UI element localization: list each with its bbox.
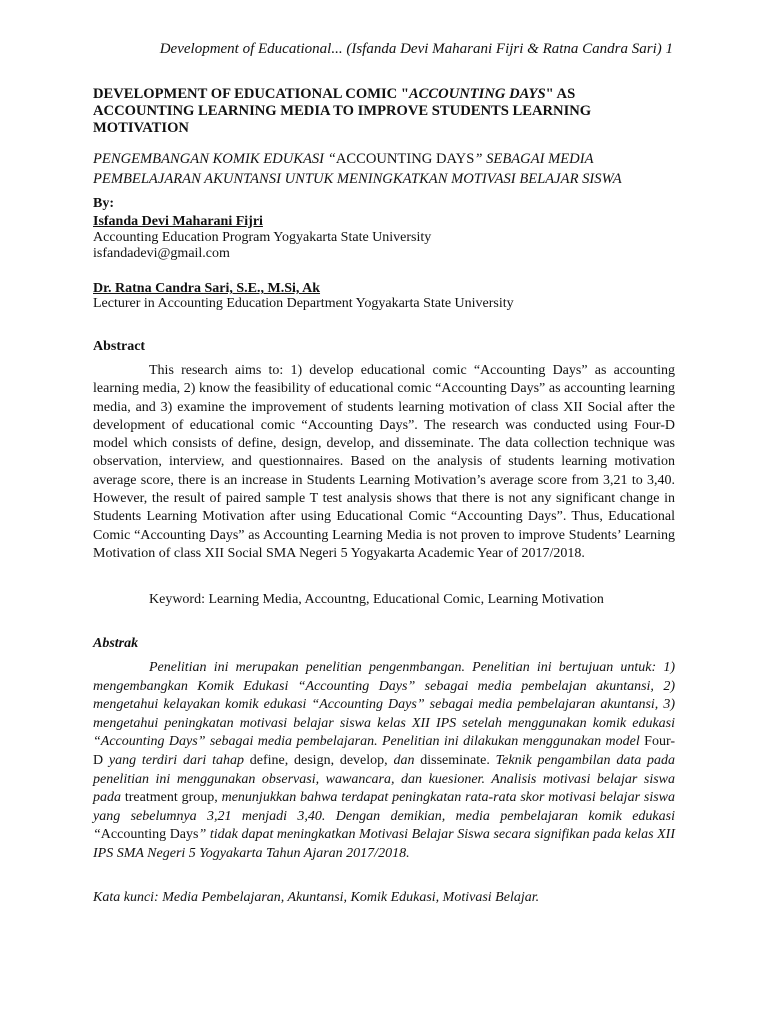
title-highlight: ACCOUNTING DAYS bbox=[408, 86, 546, 102]
author-2-affiliation: Lecturer in Accounting Education Department Yogyakarta State University bbox=[93, 296, 514, 311]
abstrak-seg-11: ” tidak dapat meningkatkan Motivasi Belajar Siswa secara signifikan pada kelas XII IPS SMA Negeri 5 Yogyakarta Tahun Ajaran 2017/2018. bbox=[93, 827, 675, 861]
abstrak-seg-6: disseminate. bbox=[420, 752, 490, 768]
abstrak-seg-7: Teknik pengambilan data pada penelitian ini menggunakan observasi, wawancara, dan kuesioner. Analisis motivasi belajar siswa pada bbox=[93, 752, 676, 806]
subtitle-upright: ACCOUNTING DAYS bbox=[335, 151, 475, 167]
abstrak-seg-8: treatment group, bbox=[124, 790, 218, 806]
abstrak-seg-2: Four-D bbox=[93, 734, 675, 768]
abstrak-body bbox=[93, 659, 675, 864]
author-1-affiliation: Accounting Education Program Yogyakarta State University bbox=[93, 230, 432, 245]
author-1 bbox=[93, 212, 675, 230]
abstract-keywords: Keyword: Learning Media, Accountng, Educational Comic, Learning Motivation bbox=[149, 592, 604, 607]
abstrak-keywords: Kata kunci: Media Pembelajaran, Akuntansi, Komik Edukasi, Motivasi Belajar. bbox=[93, 890, 540, 905]
paper-subtitle bbox=[93, 149, 675, 189]
paper-title bbox=[93, 86, 675, 137]
by-label: By: bbox=[93, 196, 114, 211]
subtitle-part-1: PENGEMBANGAN KOMIK EDUKASI “ bbox=[93, 151, 336, 167]
author-2-name: Dr. Ratna Candra Sari, S.E., M.Si, Ak bbox=[93, 281, 321, 296]
running-header: Development of Educational... (Isfanda Devi Maharani Fijri & Ratna Candra Sari) 1 bbox=[159, 41, 673, 57]
subtitle-part-2: ” SEBAGAI MEDIA PEMBELAJARAN AKUNTANSI UNTUK MENINGKATKAN MOTIVASI BELAJAR SISWA bbox=[93, 151, 622, 187]
abstrak-seg-10: Accounting Days bbox=[100, 827, 199, 843]
abstrak-seg-1: Penelitian ini merupakan penelitian pengenmbangan. Penelitian ini bertujuan untuk: 1) mengembangkan Komik Edukasi “Accounting Days” sebagai media pembelajan akuntansi, 2) mengetahui kelayakan komik edukasi “Accounting Days” sebagai media pembelajaran akuntansi, 3) mengetahui peningkatan motivasi belajar siswa kelas XII IPS setelah menggunakan komik edukasi “Accounting Days” sebagai media pembelajaran. Penelitian ini dilakukan menggunakan model bbox=[93, 660, 675, 750]
abstrak-seg-5: dan bbox=[387, 752, 421, 768]
author-1-email: isfandadevi@gmail.com bbox=[93, 246, 230, 261]
abstrak-seg-3: yang terdiri dari tahap bbox=[103, 752, 250, 768]
abstrak-seg-9: menunjukkan bahwa terdapat peningkatan rata-rata skor motivasi belajar siswa yang sebelumnya 3,21 menjadi 3,40. Dengan demikian, media pembelajaran komik edukasi “ bbox=[93, 790, 675, 843]
title-part-1: DEVELOPMENT OF EDUCATIONAL COMIC " bbox=[93, 86, 409, 102]
abstrak-heading: Abstrak bbox=[93, 636, 139, 651]
abstrak-seg-4: define, design, develop, bbox=[249, 752, 388, 768]
author-1-name: Isfanda Devi Maharani Fijri bbox=[93, 214, 263, 229]
title-part-2: " AS ACCOUNTING LEARNING MEDIA TO IMPROVE STUDENTS LEARNING MOTIVATION bbox=[93, 86, 592, 136]
abstract-body: This research aims to: 1) develop educational comic “Accounting Days” as accounting learning media, 2) know the feasibility of educational comic “Accounting Days” as accounting learning media, and 3) examine the improvement of students learning motivation of class XII Social after the development of educational comic “Accounting Days”. The research was conducted using Four-D model which consists of define, design, develop, and disseminate. The data collection technique was observation, interview, and questionnaires. Based on the analysis of students learning motivation average score, there is an increase in Students Learning Motivation’s average score from 3,21 to 3,40. However, the result of paired sample T test analysis shows that there is not any significant change in Students Learning Motivation after using Educational Comic “Accounting Days”. Thus, Educational Comic “Accounting Days” as Accounting Learning Media is not proven to improve Students’ Learning Motivation of class XII Social SMA Negeri 5 Yogyakarta Academic Year of 2017/2018. bbox=[93, 363, 675, 561]
abstract-heading: Abstract bbox=[93, 339, 146, 354]
